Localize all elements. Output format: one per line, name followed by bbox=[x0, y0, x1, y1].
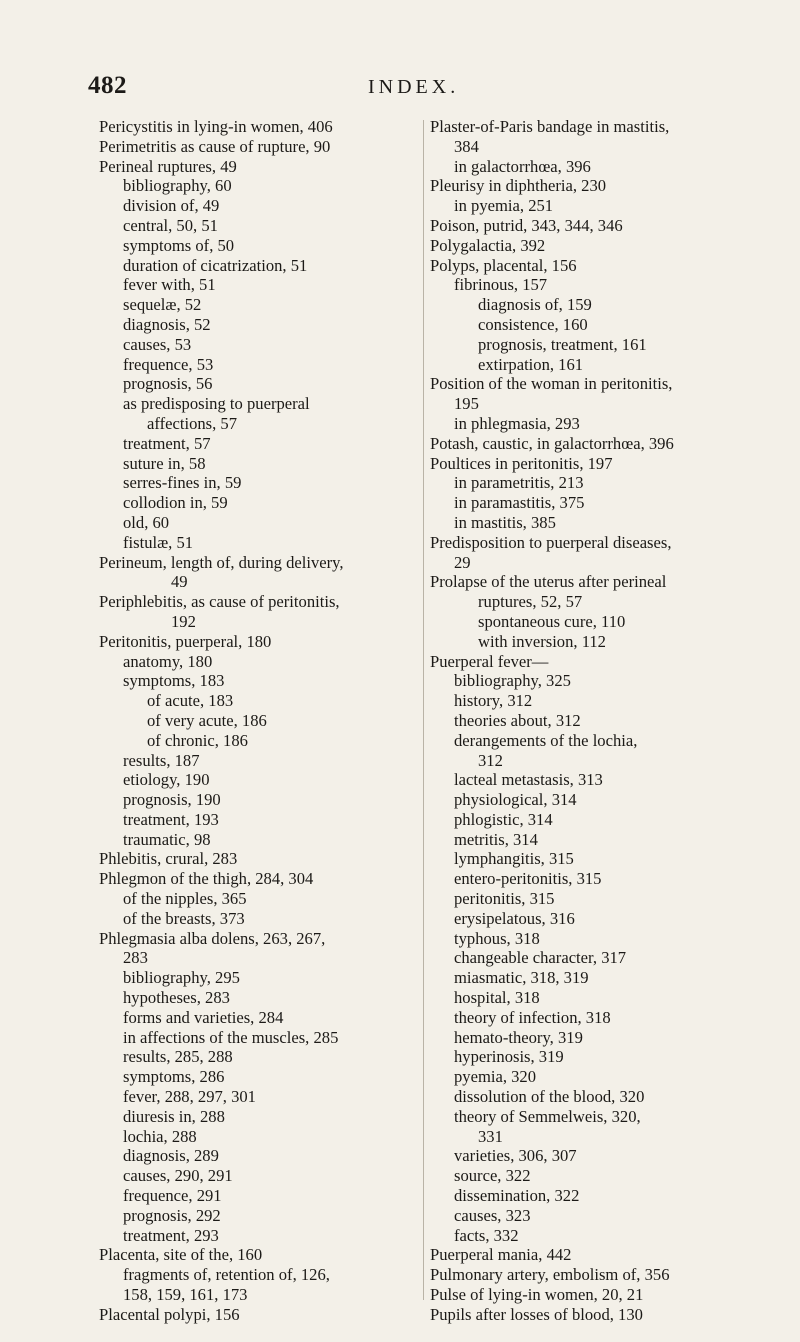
index-entry: Pleurisy in diphtheria, 230 bbox=[430, 176, 607, 196]
index-entry: in paramastitis, 375 bbox=[454, 493, 585, 513]
index-entry: Perimetritis as cause of rupture, 90 bbox=[99, 136, 331, 156]
index-entry: fibrinous, 157 bbox=[454, 275, 548, 295]
index-entry: Phlegmasia alba dolens, 263, 267, bbox=[99, 928, 326, 948]
index-entry: miasmatic, 318, 319 bbox=[454, 968, 589, 988]
index-entry: symptoms, 286 bbox=[123, 1067, 225, 1087]
index-entry: lymphangitis, 315 bbox=[454, 849, 574, 869]
index-entry: dissolution of the blood, 320 bbox=[454, 1087, 645, 1107]
index-column-left bbox=[99, 117, 419, 1325]
index-entry: Prolapse of the uterus after perineal bbox=[430, 572, 667, 592]
index-entry: anatomy, 180 bbox=[123, 651, 213, 671]
index-entry: 331 bbox=[478, 1126, 503, 1146]
index-entry: as predisposing to puerperal bbox=[123, 394, 310, 414]
index-entry: Poison, putrid, 343, 344, 346 bbox=[430, 215, 623, 235]
index-entry: in parametritis, 213 bbox=[454, 473, 584, 493]
index-entry: treatment, 57 bbox=[123, 433, 211, 453]
index-entry: diagnosis, 289 bbox=[123, 1146, 219, 1166]
index-entry: symptoms, 183 bbox=[123, 671, 225, 691]
index-entry: sequelæ, 52 bbox=[123, 295, 202, 315]
index-entry: Placental polypi, 156 bbox=[99, 1304, 240, 1324]
index-entry: dissemination, 322 bbox=[454, 1186, 580, 1206]
index-entry: diagnosis of, 159 bbox=[478, 295, 592, 315]
index-entry: prognosis, 190 bbox=[123, 790, 221, 810]
index-entry: of the breasts, 373 bbox=[123, 908, 245, 928]
index-entry: phlogistic, 314 bbox=[454, 809, 553, 829]
index-entry: Phlebitis, crural, 283 bbox=[99, 849, 238, 869]
index-entry: in phlegmasia, 293 bbox=[454, 413, 580, 433]
index-entry: division of, 49 bbox=[123, 196, 220, 216]
index-entry: physiological, 314 bbox=[454, 790, 577, 810]
index-entry: Pulmonary artery, embolism of, 356 bbox=[430, 1265, 670, 1285]
index-entry: in galactorrhœa, 396 bbox=[454, 156, 591, 176]
index-entry: Potash, caustic, in galactorrhœa, 396 bbox=[430, 433, 674, 453]
index-entry: causes, 290, 291 bbox=[123, 1166, 233, 1186]
index-entry: prognosis, 56 bbox=[123, 374, 213, 394]
index-entry: serres-fines in, 59 bbox=[123, 473, 242, 493]
index-entry: Puerperal fever— bbox=[430, 651, 549, 671]
index-entry: fever, 288, 297, 301 bbox=[123, 1087, 256, 1107]
index-entry: spontaneous cure, 110 bbox=[478, 611, 626, 631]
index-entry: of chronic, 186 bbox=[147, 730, 248, 750]
index-column-right bbox=[430, 117, 755, 1325]
index-entry: erysipelatous, 316 bbox=[454, 908, 575, 928]
index-entry: Phlegmon of the thigh, 284, 304 bbox=[99, 869, 314, 889]
index-entry: results, 187 bbox=[123, 750, 200, 770]
index-entry: prognosis, treatment, 161 bbox=[478, 334, 647, 354]
index-entry: Polyps, placental, 156 bbox=[430, 255, 577, 275]
index-entry: fragments of, retention of, 126, bbox=[123, 1265, 330, 1285]
index-entry: Predisposition to puerperal diseases, bbox=[430, 532, 672, 552]
index-entry: treatment, 193 bbox=[123, 809, 219, 829]
index-entry: suture in, 58 bbox=[123, 453, 206, 473]
index-entry: Pulse of lying-in women, 20, 21 bbox=[430, 1285, 644, 1305]
index-entry: Puerperal mania, 442 bbox=[430, 1245, 572, 1265]
index-entry: fever with, 51 bbox=[123, 275, 216, 295]
index-entry: entero-peritonitis, 315 bbox=[454, 869, 602, 889]
index-entry: typhous, 318 bbox=[454, 928, 540, 948]
index-entry: of very acute, 186 bbox=[147, 710, 267, 730]
index-entry: frequence, 53 bbox=[123, 354, 214, 374]
index-entry: Periphlebitis, as cause of peritonitis, bbox=[99, 592, 340, 612]
index-entry: prognosis, 292 bbox=[123, 1205, 221, 1225]
index-entry: old, 60 bbox=[123, 512, 170, 532]
index-entry: Pericystitis in lying-in women, 406 bbox=[99, 117, 333, 136]
index-entry: Plaster-of-Paris bandage in mastitis, bbox=[430, 117, 670, 136]
index-entry: duration of cicatrization, 51 bbox=[123, 255, 308, 275]
index-entry: Polygalactia, 392 bbox=[430, 235, 546, 255]
index-entry: changeable character, 317 bbox=[454, 948, 627, 968]
index-entry: bibliography, 295 bbox=[123, 968, 240, 988]
index-entry: peritonitis, 315 bbox=[454, 889, 555, 909]
page-number: 482 bbox=[88, 72, 127, 99]
index-entry: bibliography, 325 bbox=[454, 671, 571, 691]
index-entry: of the nipples, 365 bbox=[123, 889, 247, 909]
index-entry: facts, 332 bbox=[454, 1225, 519, 1245]
index-entry: diuresis in, 288 bbox=[123, 1106, 225, 1126]
index-entry: traumatic, 98 bbox=[123, 829, 211, 849]
index-entry: Peritonitis, puerperal, 180 bbox=[99, 631, 272, 651]
index-entry: lacteal metastasis, 313 bbox=[454, 770, 603, 790]
index-entry: in affections of the muscles, 285 bbox=[123, 1027, 339, 1047]
index-entry: causes, 53 bbox=[123, 334, 192, 354]
index-entry: of acute, 183 bbox=[147, 691, 234, 711]
index-entry: theories about, 312 bbox=[454, 710, 581, 730]
index-entry: treatment, 293 bbox=[123, 1225, 219, 1245]
index-entry: Position of the woman in peritonitis, bbox=[430, 374, 673, 394]
index-entry: 283 bbox=[123, 948, 148, 968]
index-entry: fistulæ, 51 bbox=[123, 532, 194, 552]
index-entry: 312 bbox=[478, 750, 503, 770]
index-entry: source, 322 bbox=[454, 1166, 531, 1186]
index-entry: derangements of the lochia, bbox=[454, 730, 638, 750]
index-entry: metritis, 314 bbox=[454, 829, 538, 849]
index-entry: lochia, 288 bbox=[123, 1126, 197, 1146]
index-entry: hypotheses, 283 bbox=[123, 988, 230, 1008]
index-entry: with inversion, 112 bbox=[478, 631, 606, 651]
index-entry: theory of Semmelweis, 320, bbox=[454, 1106, 641, 1126]
index-entry: in mastitis, 385 bbox=[454, 512, 556, 532]
index-entry: history, 312 bbox=[454, 691, 533, 711]
index-entry: pyemia, 320 bbox=[454, 1067, 537, 1087]
index-entry: hyperinosis, 319 bbox=[454, 1047, 564, 1067]
index-entry: Pupils after losses of blood, 130 bbox=[430, 1304, 643, 1324]
index-entry: forms and varieties, 284 bbox=[123, 1007, 284, 1027]
index-entry: Poultices in peritonitis, 197 bbox=[430, 453, 613, 473]
index-entry: collodion in, 59 bbox=[123, 493, 228, 513]
index-entry: Perineal ruptures, 49 bbox=[99, 156, 237, 176]
column-divider bbox=[423, 120, 424, 1300]
index-entry: 49 bbox=[171, 572, 188, 592]
index-entry: Placenta, site of the, 160 bbox=[99, 1245, 263, 1265]
index-entry: symptoms of, 50 bbox=[123, 235, 235, 255]
index-entry: ruptures, 52, 57 bbox=[478, 592, 583, 612]
index-entry: diagnosis, 52 bbox=[123, 314, 211, 334]
index-entry: Perineum, length of, during delivery, bbox=[99, 552, 344, 572]
index-entry: in pyemia, 251 bbox=[454, 196, 554, 216]
index-entry: hospital, 318 bbox=[454, 988, 540, 1008]
index-entry: causes, 323 bbox=[454, 1205, 531, 1225]
index-entry: affections, 57 bbox=[147, 413, 238, 433]
index-entry: 384 bbox=[454, 136, 479, 156]
index-entry: frequence, 291 bbox=[123, 1186, 222, 1206]
index-entry: 195 bbox=[454, 394, 479, 414]
index-entry: etiology, 190 bbox=[123, 770, 210, 790]
running-head: INDEX. bbox=[368, 76, 460, 98]
index-entry: results, 285, 288 bbox=[123, 1047, 233, 1067]
index-entry: 192 bbox=[171, 611, 196, 631]
index-entry: central, 50, 51 bbox=[123, 215, 218, 235]
index-entry: varieties, 306, 307 bbox=[454, 1146, 577, 1166]
index-entry: 29 bbox=[454, 552, 471, 572]
index-entry: consistence, 160 bbox=[478, 314, 588, 334]
index-entry: hemato-theory, 319 bbox=[454, 1027, 583, 1047]
index-entry: extirpation, 161 bbox=[478, 354, 584, 374]
index-entry: theory of infection, 318 bbox=[454, 1007, 611, 1027]
index-entry: 158, 159, 161, 173 bbox=[123, 1285, 248, 1305]
index-entry: bibliography, 60 bbox=[123, 176, 232, 196]
